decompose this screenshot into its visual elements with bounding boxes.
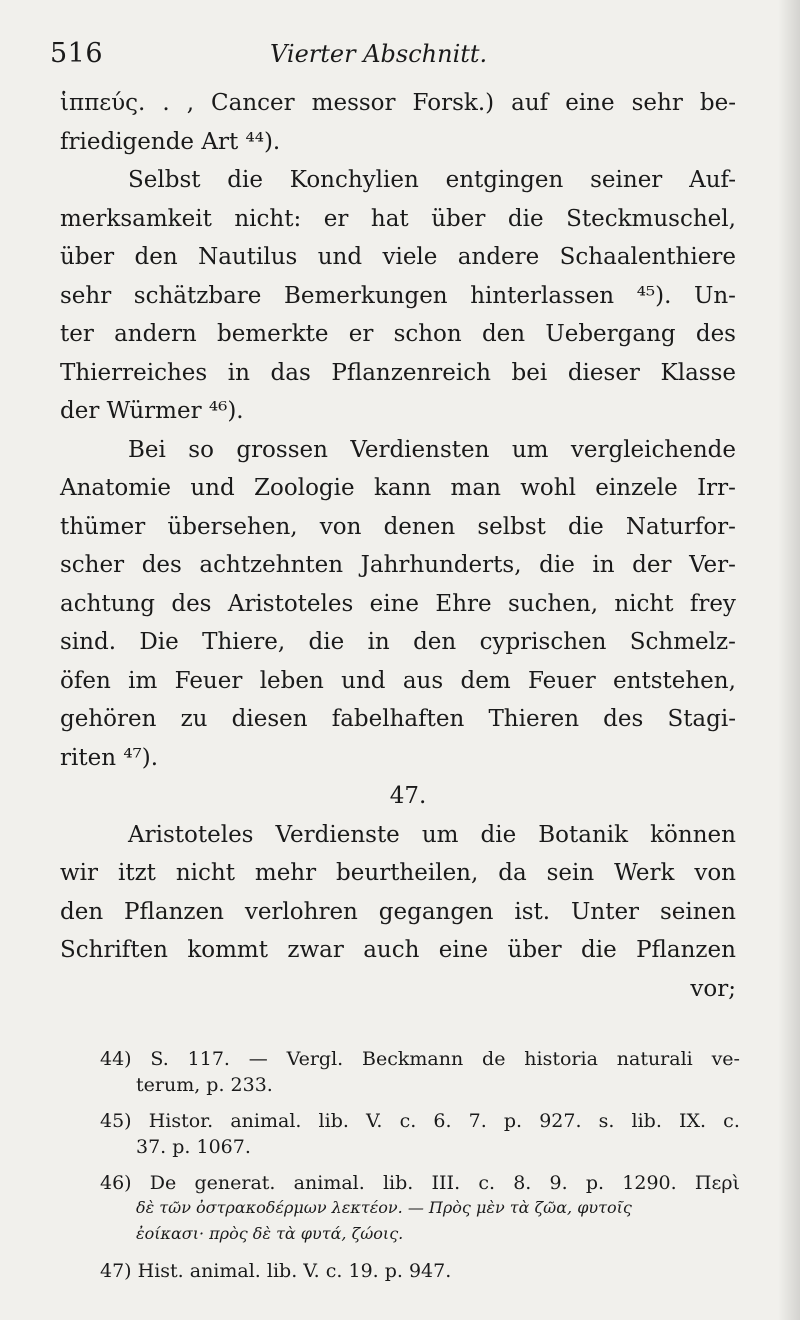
text-line-content [60,631,736,654]
word: einzele [595,475,678,501]
text-line [60,667,736,709]
word: entstehen, [613,667,736,694]
word: bei [511,359,548,386]
text-line [60,898,736,940]
word: Un- [693,282,736,309]
word: viele [382,244,438,270]
catchword: vor; [690,975,736,1002]
word: in [367,629,390,655]
word: Vergl. [286,1048,344,1070]
word: sehr [631,90,683,116]
word: denen [383,513,456,540]
word: Beckmann [362,1048,464,1070]
word: ve- [711,1048,740,1070]
word: diesen [231,706,308,732]
footnote-greek-text: ἐοίκασι· πρὸς δὲ τὰ φυτά, ζώοις. [136,1224,404,1243]
word: sind. [60,629,117,655]
word: Pflanzen [636,937,736,963]
word: öfen [60,667,111,694]
word: nicht [175,860,235,886]
word: Thierreiches [60,359,208,386]
word: historia [524,1048,598,1070]
page-number: 516 [50,38,104,69]
footnote-44 [100,1050,740,1076]
word: und [190,475,235,501]
footnotes [100,1050,740,1288]
word: V. [366,1110,383,1132]
word: Verdiensten [350,436,490,463]
footnote-greek-text: δὲ τῶν ὀστρακοδέρμων λεκτέον. — Πρὸς μὲν τὰ ζῶα, φυτοῖς [136,1198,632,1217]
word: Selbst [128,167,201,193]
word: Stagi- [667,706,736,732]
text-line-content [60,554,736,577]
word: über [507,937,562,963]
word: 927. [539,1110,582,1132]
word: Aristoteles [227,590,354,617]
word: übersehen, [167,513,298,540]
word: cyprischen [479,629,607,655]
text-line [60,323,736,362]
text-line-content [60,513,736,540]
word: selbst [477,513,546,540]
footnote-46-greek-cont [100,1226,740,1252]
word: kommt [187,937,268,963]
word: ⁴⁵). [636,282,672,309]
text-line-content [60,898,736,925]
word: Werk [614,860,675,886]
word: gehören [60,706,157,732]
word: . [162,90,170,116]
word: merksamkeit [60,205,212,232]
text-line-content [60,323,736,346]
word: eine [369,590,420,617]
main-text [60,92,736,1016]
word: s. [598,1110,615,1132]
word: die [507,205,544,232]
word: grossen [236,436,328,463]
word: auf [511,90,549,116]
word: Histor. [148,1110,214,1132]
word: Thiere, [202,629,286,655]
word: um [511,436,549,463]
text-line-content [128,169,736,192]
word: Ver- [689,552,736,578]
word: III. [431,1172,461,1194]
text-line-content [60,590,736,617]
word: nicht: [234,205,302,232]
word: andern [114,321,197,347]
word: wohl [520,475,576,501]
word: Nautilus [198,244,298,270]
text-line-content [60,667,736,694]
text-line [60,939,736,978]
word: scher [60,552,125,578]
word: frey [689,590,736,617]
word: den [60,898,104,925]
word: Cancer [211,90,295,116]
footnote-text [100,1112,740,1131]
word: Aristoteles [128,821,254,848]
word: die [308,629,345,655]
word: da [498,860,527,886]
word: dieser [567,359,640,386]
text-line [60,744,736,786]
word: Konchylien [289,167,419,193]
footnote-44-cont [100,1076,740,1102]
word: ter [60,321,94,347]
word: c. [478,1172,495,1194]
word: in [227,359,250,386]
word: 45) [100,1110,132,1132]
word: lib. [382,1172,414,1194]
word: animal. [230,1110,302,1132]
text-line [60,169,736,208]
word: 1290. [622,1172,677,1194]
word: wir [60,860,99,886]
word: achtung [60,590,155,617]
word: um [421,821,459,848]
word: verlohren [244,898,358,925]
word: Klasse [660,359,736,386]
footnote-45 [100,1112,740,1138]
word: den [413,629,457,655]
word: andere [457,244,540,270]
word: Schaalenthiere [559,244,736,270]
word: schon [393,321,462,347]
footnote-text: terum, p. 233. [136,1074,273,1096]
word: Schriften [60,937,168,963]
word: ist. [514,898,551,925]
word: 44) [100,1048,132,1070]
word: IX. [678,1110,707,1132]
word: , [186,90,194,116]
word: und [341,667,386,694]
word: gegangen [378,898,494,925]
footnote-46-greek [100,1200,740,1226]
word: über [431,205,486,232]
word: das [270,359,311,386]
word: Schmelz- [629,629,736,655]
word: Naturfor- [625,513,736,540]
word: naturali [616,1048,693,1070]
text-line [60,400,736,439]
word: be- [699,90,736,116]
word: Ehre [435,590,492,617]
word: Feuer [527,667,596,694]
text-line-content: friedigende Art ⁴⁴). [60,128,281,155]
word: fabelhaften [331,706,465,732]
word: achtzehnten [199,552,344,578]
word: er [348,321,374,347]
footnote-46 [100,1174,740,1200]
word: Die [139,629,179,655]
text-line [60,862,736,901]
word: Pflanzen [124,898,224,925]
word: den [134,244,178,270]
word: entgingen [445,167,564,193]
word: sehr [60,282,112,309]
footnote-text [100,1174,740,1193]
word: 8. [513,1172,532,1194]
word: der [632,552,672,578]
text-line-content [60,246,736,269]
word: die [568,513,604,540]
word: bemerkte [216,321,329,347]
word: 7. [468,1110,487,1132]
word: den [481,321,526,347]
word: über [60,244,115,270]
footnote-45-cont [100,1138,740,1164]
word: im [128,667,158,694]
word: in [592,552,615,578]
word: des [141,552,182,578]
word: hinterlassen [470,282,615,309]
word: Περὶ [694,1172,740,1194]
text-line [60,590,736,632]
word: Feuer [174,667,243,694]
word: man [450,475,501,501]
running-title: Vierter Abschnitt. [270,40,488,68]
word: des [695,321,736,347]
word: hat [370,205,409,232]
word: animal. [293,1172,365,1194]
word: 9. [549,1172,568,1194]
word: von [694,860,736,886]
word: S. [150,1048,169,1070]
word: Unter [571,898,640,925]
word: die [581,937,617,963]
footnote-47 [100,1262,740,1288]
page-header [50,38,740,78]
word: Verdienste [275,821,400,848]
word: lib. [318,1110,349,1132]
text-line [60,631,736,670]
word: des [603,706,644,732]
word: mehr [254,860,317,886]
text-line [60,92,736,131]
word: seiner [590,167,663,193]
text-line [60,513,736,555]
text-line [60,708,736,747]
text-line [60,205,736,247]
word: schätzbare [133,282,262,309]
word: p. [585,1172,605,1194]
word: Bemerkungen [283,282,448,309]
word: Steckmuschel, [566,205,736,232]
text-line [60,821,736,863]
text-line-content [60,862,736,885]
section-number: 47. [389,783,427,809]
word: zwar [287,937,344,963]
word: können [650,821,736,848]
word: de [482,1048,506,1070]
word: vergleichende [570,436,736,463]
word: des [171,590,212,617]
word: die [480,821,517,848]
word: Thieren [488,706,580,732]
word: 6. [433,1110,452,1132]
word: thümer [60,513,146,540]
text-line-content [128,436,736,463]
word: p. [503,1110,523,1132]
word: Jahrhunderts, [360,552,522,578]
word: nicht [614,590,674,617]
word: zu [180,706,208,732]
word: von [319,513,362,540]
word: itzt [117,860,156,886]
word: generat. [194,1172,276,1194]
word: beurtheilen, [336,860,479,886]
word: eine [438,937,489,963]
text-line [60,436,736,478]
word: ἱππεύς. [60,90,146,116]
word: Forsk.) [412,90,495,116]
footnote-text [100,1050,740,1069]
word: Zoologie [254,475,355,501]
text-line [60,246,736,285]
text-line [60,359,736,401]
text-line-content [128,821,736,848]
word: De [149,1172,177,1194]
text-line-content [60,92,736,115]
word: Uebergang [545,321,676,347]
word: 117. [187,1048,230,1070]
word: Auf- [689,167,736,193]
word: messor [311,90,396,116]
text-line [60,282,736,324]
text-line-content [60,708,736,731]
word: Botanik [538,821,629,848]
word: auch [363,937,420,963]
footnote-text: 47) Hist. animal. lib. V. c. 19. p. 947. [100,1260,452,1282]
word: Irr- [697,475,736,501]
word: suchen, [507,590,599,617]
word: dem [460,667,511,694]
word: sein [546,860,595,886]
word: seinen [659,898,736,925]
word: so [188,436,214,463]
text-line-content [60,282,736,309]
text-line [60,554,736,593]
text-line-content [60,477,736,500]
word: leben [259,667,324,694]
word: lib. [631,1110,662,1132]
text-line-content [60,359,736,386]
text-line-content: der Würmer ⁴⁶). [60,398,244,424]
word: c. [723,1110,740,1132]
word: — [248,1048,268,1070]
word: Anatomie [60,475,172,501]
word: aus [402,667,444,694]
word: c. [399,1110,417,1132]
text-line-content [60,205,736,232]
word: 46) [100,1172,132,1194]
footnote-text: 37. p. 1067. [136,1136,251,1158]
text-line [60,477,736,516]
word: eine [565,90,615,116]
text-line [60,128,736,170]
catchword-line [60,975,736,1017]
text-line-content: riten ⁴⁷). [60,744,159,771]
word: kann [373,475,432,501]
text-line-content [60,939,736,962]
word: die [227,167,263,193]
word: die [539,552,575,578]
word: Bei [128,436,166,463]
word: Pflanzenreich [331,359,491,386]
page-gutter-shadow [778,0,800,1320]
word: und [317,244,363,270]
word: er [323,205,349,232]
